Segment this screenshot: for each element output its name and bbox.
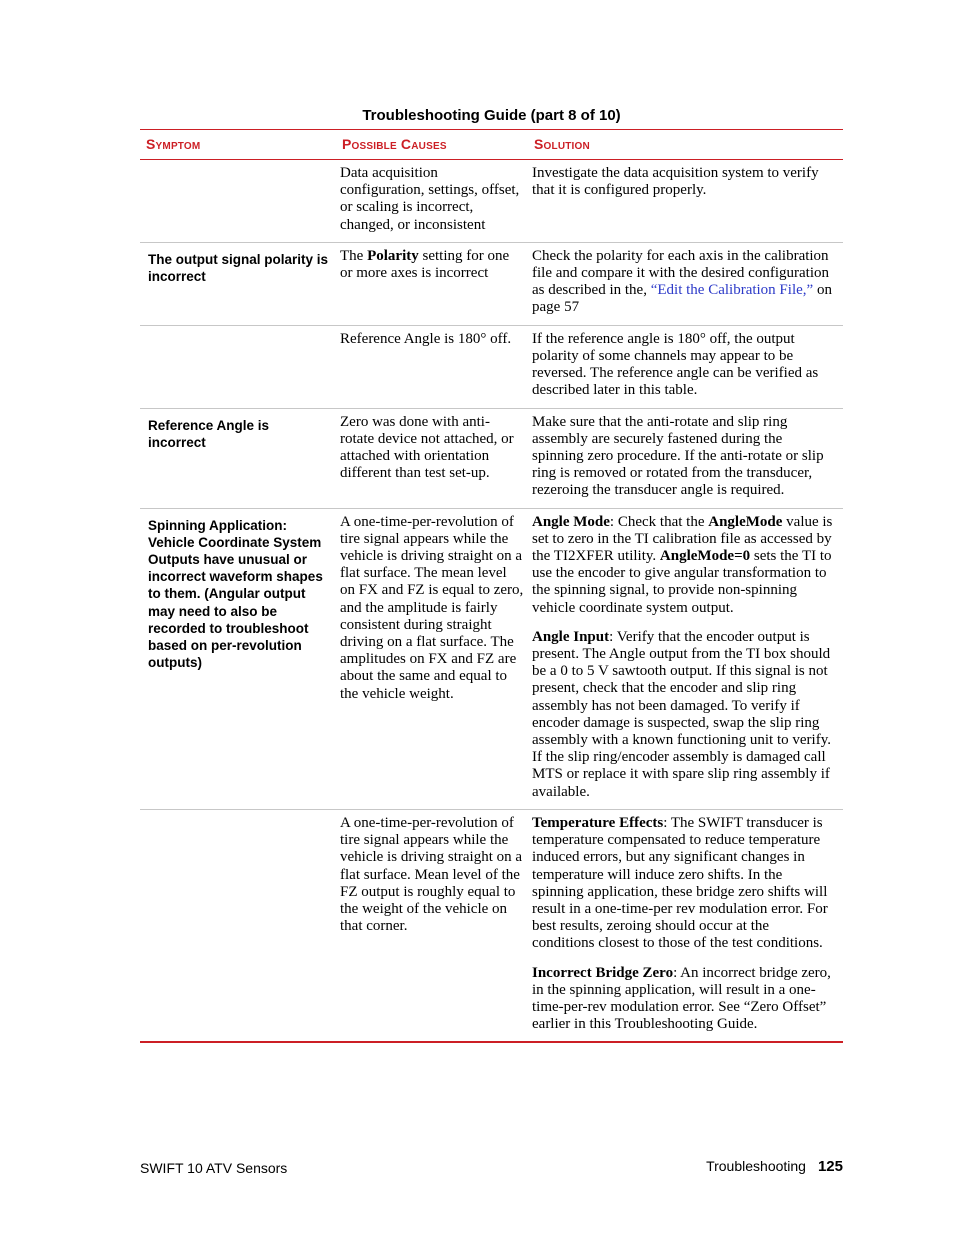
bold-term: AngleMode: [708, 513, 783, 530]
solution-cell: Investigate the data acquisition system to verify that it is configured properly.: [528, 160, 843, 243]
calibration-file-link[interactable]: “Edit the Calibration File,”: [650, 282, 814, 299]
symptom-cell: Reference Angle is incorrect: [140, 408, 336, 508]
solution-text: sets the TI to use the encoder to give angular transformation to the spinning signal, to provide non-spinning vehicle coordinate system output.: [532, 548, 832, 616]
cause-cell: Reference Angle is 180° off.: [336, 325, 528, 408]
solution-cell: Make sure that the anti-rotate and slip ring assembly are securely fastened during the spinning zero procedure. If the anti-rotate or slip ring is removed or rotated from the transducer, rezeroing the transducer angle is required.: [528, 408, 843, 508]
header-solution: Solution: [528, 130, 843, 160]
footer-section-name: Troubleshooting: [706, 1158, 806, 1174]
table-header-row: [140, 130, 843, 160]
table-row: [140, 809, 843, 1042]
cause-cell: [336, 242, 528, 325]
cause-cell: Data acquisition configuration, settings, offset, or scaling is incorrect, changed, or inconsistent: [336, 160, 528, 243]
solution-cell: [528, 809, 843, 1042]
solution-paragraph: [532, 815, 835, 953]
solution-text: : Check that the: [609, 513, 709, 530]
solution-text: Check the polarity for each axis in the calibration file and compare it with the desired configuration as described in the,: [532, 247, 829, 299]
solution-paragraph: [532, 629, 835, 801]
solution-text: value is set to zero in the TI calibration file as accessed by the TI2XFER utility.: [532, 513, 833, 565]
bold-term: Incorrect Bridge Zero: [532, 964, 674, 981]
troubleshooting-table: [140, 129, 843, 1043]
solution-text: on page 57: [532, 282, 832, 316]
header-possible-causes: Possible Causes: [336, 130, 528, 160]
symptom-cell: [140, 325, 336, 408]
solution-text: : Verify that the encoder output is present. The Angle output from the TI box should be a 0 to 5 V sawtooth output. If this signal is not present, check that the encoder and slip ring assembly has not been damaged. To verify if encoder damage is suspected, swap the slip ring assembly with a known functioning unit to verify. If the slip ring/encoder assembly is damaged call MTS or replace it with spare slip ring assembly if available.: [532, 628, 831, 800]
table-row: [140, 325, 843, 408]
page-number: 125: [817, 1158, 843, 1175]
cause-text: The: [340, 247, 368, 264]
cause-cell: A one-time-per-revolution of tire signal appears while the vehicle is driving straight on a flat surface. The mean level on FX and FZ is equal to zero, and the amplitude is fairly consistent during straight driving on a flat surface. The amplitudes on FX and FZ are about the same and equal to the vehicle weight.: [336, 508, 528, 809]
table-row: [140, 242, 843, 325]
table-row: [140, 408, 843, 508]
header-symptom: Symptom: [140, 130, 336, 160]
solution-paragraph: [532, 514, 835, 617]
solution-cell: If the reference angle is 180° off, the output polarity of some channels may appear to be reversed. The reference angle can be verified as described later in this table.: [528, 325, 843, 408]
bold-term: Temperature Effects: [532, 814, 664, 831]
symptom-cell: [140, 160, 336, 243]
table-title: Troubleshooting Guide (part 8 of 10): [362, 107, 621, 124]
solution-text: : The SWIFT transducer is temperature compensated to reduce temperature induced errors, but any significant changes in temperature will induce zero shifts. In the spinning application, these bridge zero shifts will result in a one-time-per rev modulation error. For best results, zeroing should occur at the conditions closest to those of the test conditions.: [532, 814, 828, 952]
table-row: [140, 160, 843, 243]
bold-term: Angle Mode: [532, 513, 610, 530]
solution-paragraph: [532, 965, 835, 1034]
solution-cell: [528, 508, 843, 809]
table-row: [140, 508, 843, 809]
symptom-cell: [140, 809, 336, 1042]
cause-cell: A one-time-per-revolution of tire signal appears while the vehicle is driving straight on a flat surface. Mean level of the FZ output is roughly equal to the weight of the vehicle on that corner.: [336, 809, 528, 1042]
symptom-cell: Spinning Application: Vehicle Coordinate System Outputs have unusual or incorrect waveform shapes to them. (Angular output may need to also be recorded to troubleshoot based on per-revolution outputs): [140, 508, 336, 809]
cause-text: setting for one or more axes is incorrect: [340, 247, 510, 282]
solution-text: : An incorrect bridge zero, in the spinning application, will result in a one-time-per-rev modulation error. See “Zero Offset” earlier in this Troubleshooting Guide.: [532, 964, 831, 1033]
cause-cell: Zero was done with anti-rotate device not attached, or attached with orientation different than test set-up.: [336, 408, 528, 508]
footer-product-name: SWIFT 10 ATV Sensors: [140, 1160, 288, 1176]
footer-section: [706, 1158, 843, 1175]
symptom-cell: The output signal polarity is incorrect: [140, 242, 336, 325]
cause-bold-term: Polarity: [367, 247, 419, 264]
solution-cell: [528, 242, 843, 325]
bold-term: Angle Input: [532, 628, 610, 645]
bold-term: AngleMode=0: [659, 548, 751, 565]
